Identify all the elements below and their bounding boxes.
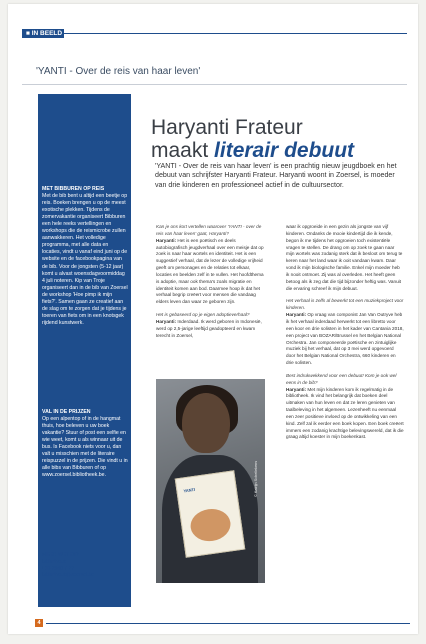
author-photo bbox=[156, 379, 265, 583]
question: Het is gebaseerd op je eigen adoptieverhaal? bbox=[156, 312, 250, 318]
qa-block bbox=[286, 373, 404, 441]
sidebar-block-prizes bbox=[42, 409, 128, 479]
answer-text: Met mijn kinderen kom ik regelmatig in de bibliotheek. Ik vind het belangrijk dat boeken deel uitmaken van hun leven en dat ze leren genieten van taalbeleving in het algemeen. Lezenheeft nu eenmaal een zeer positieve invloed op de ontwikkeling van een kind. Zelf zal ik eerder een boek kopen. Een boek creëert immers een zodanig krachtige belevingswereld, dat ik die graag altijd koester in mijn boekenkast. bbox=[286, 386, 404, 440]
answer-text: Het is een poëtisch en deels autobiografisch jeugdverhaal over een meisje dat op zoek is naar haar wortels en identiteit. Het is een suggestief verhaal, dat de lezer de volledige vrijheid geeft om personages en de relaties tot elkaar, locaties en beelden zelf in te vullen. Het hoofdthema is adoptie, maar ook thema's zoals migratie en identiteit komen aan bod. Daarmee hoop ik dat het verhaal begrip creëert voor mensen die vandaag elders leven dan waar ze geboren zijn. bbox=[156, 237, 264, 305]
question: Het verhaal is zelfs al bewerkt tot een muziekproject voor kinderen. bbox=[286, 298, 404, 311]
sidebar-text: Op een alpentop of in de hangmat thuis, hoe beleven u uw boek vakantie? Stuur of post een selfie en wie weet, komt u als winnaar uit de bus. Is Facebook niets voor u, dan valt u misschien met de literaire reispuzzel in de prijzen. Die vindt u in alle bibs van Bibburen of op www.zoersel.bibliotheek.be. bbox=[42, 416, 128, 479]
sidebar-box bbox=[38, 94, 131, 607]
qa-block bbox=[156, 312, 266, 339]
sidebar-heading: MET BIBBUREN OP REIS bbox=[42, 186, 105, 192]
book-cover-title: YANTI bbox=[183, 486, 196, 494]
answer-speaker: Haryanti: bbox=[156, 237, 177, 243]
section-tab: ■ IN BEELD bbox=[22, 29, 64, 38]
sidebar-text: Met de bib bent u altijd een beetje op reis. Boeken brengen u op de meest exotische plekken. Tijdens de zomervakantie organiseert Bibburen een hele reeks vertellingen en workshops die de reismicrobe zullen aanwakkeren. Het volledige programma, met alle data en locaties, vindt u vanaf eind juni op de website en de facebookpagina van de bib. Voor de jongsten (5-12 jaar) komt u alvast woensdagvoormiddag 4 juli noteren. Kip van Troje organiseert dan in de bib van Zoersel de workshop 'Hoe pimp ik mijn fiets?'. Samen gaan ze creatief aan de slag om te zorgen dat je tijdens je toeren van fiets om in een knotsgek rijdend kunstwerk. bbox=[42, 193, 128, 326]
qa-block bbox=[286, 298, 404, 366]
answer-speaker: Haryanti: bbox=[156, 318, 177, 324]
article-column-1 bbox=[156, 224, 266, 346]
answer-speaker: Haryanti: bbox=[286, 312, 307, 318]
title-highlight: literair debuut bbox=[214, 139, 355, 162]
article-column-2 bbox=[286, 224, 404, 447]
title-line-1: Haryanti Frateur bbox=[151, 116, 303, 139]
book-cover-art bbox=[189, 506, 233, 543]
answer-text: Op vraag van componist Jan Van Outryve heb ik het verhaal inderdaad herwerkt tot een libretto voor een koor en drie solisten in het kader van Cantania 2018, een project van BOZAR/Brussel en het Belgian National Orchestra. Jan componeerde poëtische en zintuiglijke muziek bij het verhaal, dat op 3 mei werd opgevoerd door het Belgian National Orchestra, 660 kinderen en drie solisten. bbox=[286, 312, 404, 366]
top-rule bbox=[64, 33, 407, 34]
question: Best indrukwekkend voor een debuut! Kom je ook wel eens in de bib? bbox=[286, 372, 397, 385]
answer-text: waar ik opgroeide in een gezin als jongste van vijf kinderen. Ondanks de mooie kindertijd die ik kende, begon ik me tijdens het opgroeien toch existentiële vragen te stellen. De drang om op zoek te gaan naar mijn wortels was zodanig sterk dat ik besloot om terug te keren naar het land waar ik ooit vandaan kwam. Daar vond ik mijn biologische familie. Enkel mijn moeder heb ik nooit ontmoet. Zij was al overleden. Het heeft geen betoog als ik zeg dat die tijd bijzonder heftig was. Vanuit die ervaring schreef ik mijn debuut. bbox=[286, 224, 403, 291]
sidebar-heading: VAL IN DE PRIJZEN bbox=[42, 409, 91, 415]
article-title bbox=[151, 116, 354, 162]
qa-block bbox=[286, 224, 404, 292]
divider-rule bbox=[22, 84, 407, 85]
contact-phone: t 03 2980 7 22 bbox=[42, 565, 74, 572]
photo-face bbox=[182, 393, 230, 453]
contact-name: bibliotheek bbox=[42, 558, 66, 565]
lead-paragraph: 'YANTI - Over de reis van haar leven' is een prachtig nieuw jeugdboek en het debuut van schrijfster Haryanti Frateur. Haryanti woont in Zoersel, is moeder van drie kinderen en professioneel actief in de cultuursector. bbox=[155, 162, 397, 189]
contact-heading: MEER WETEN? bbox=[42, 552, 79, 558]
qa-block bbox=[156, 224, 266, 306]
question: Kan je ons kort vertellen waarover 'YANTI - over de reis van haar leven' gaat, Haryanti? bbox=[156, 224, 262, 236]
answer-text: Inderdaad. Ik werd geboren in Indonesië, werd op 2,5-jarige leeftijd geadopteerd en kwam terecht in Zoersel, bbox=[156, 318, 262, 338]
page-number: 4 bbox=[35, 619, 43, 627]
photo-credit: © Katrijn Schellekens bbox=[254, 460, 258, 497]
contact-block bbox=[42, 552, 130, 579]
footer-rule bbox=[46, 623, 410, 624]
title-plain: maakt bbox=[151, 139, 209, 162]
sidebar-block-trip bbox=[42, 186, 128, 327]
photo-book bbox=[175, 470, 246, 558]
answer-speaker: Haryanti: bbox=[286, 386, 307, 392]
section-label: IN BEELD bbox=[31, 30, 63, 37]
magazine-page bbox=[8, 4, 418, 634]
contact-email[interactable]: bibliotheek@zoersel.be bbox=[42, 572, 95, 579]
overline: 'YANTI - Over de reis van haar leven' bbox=[36, 66, 201, 77]
title-line-2 bbox=[151, 139, 354, 162]
